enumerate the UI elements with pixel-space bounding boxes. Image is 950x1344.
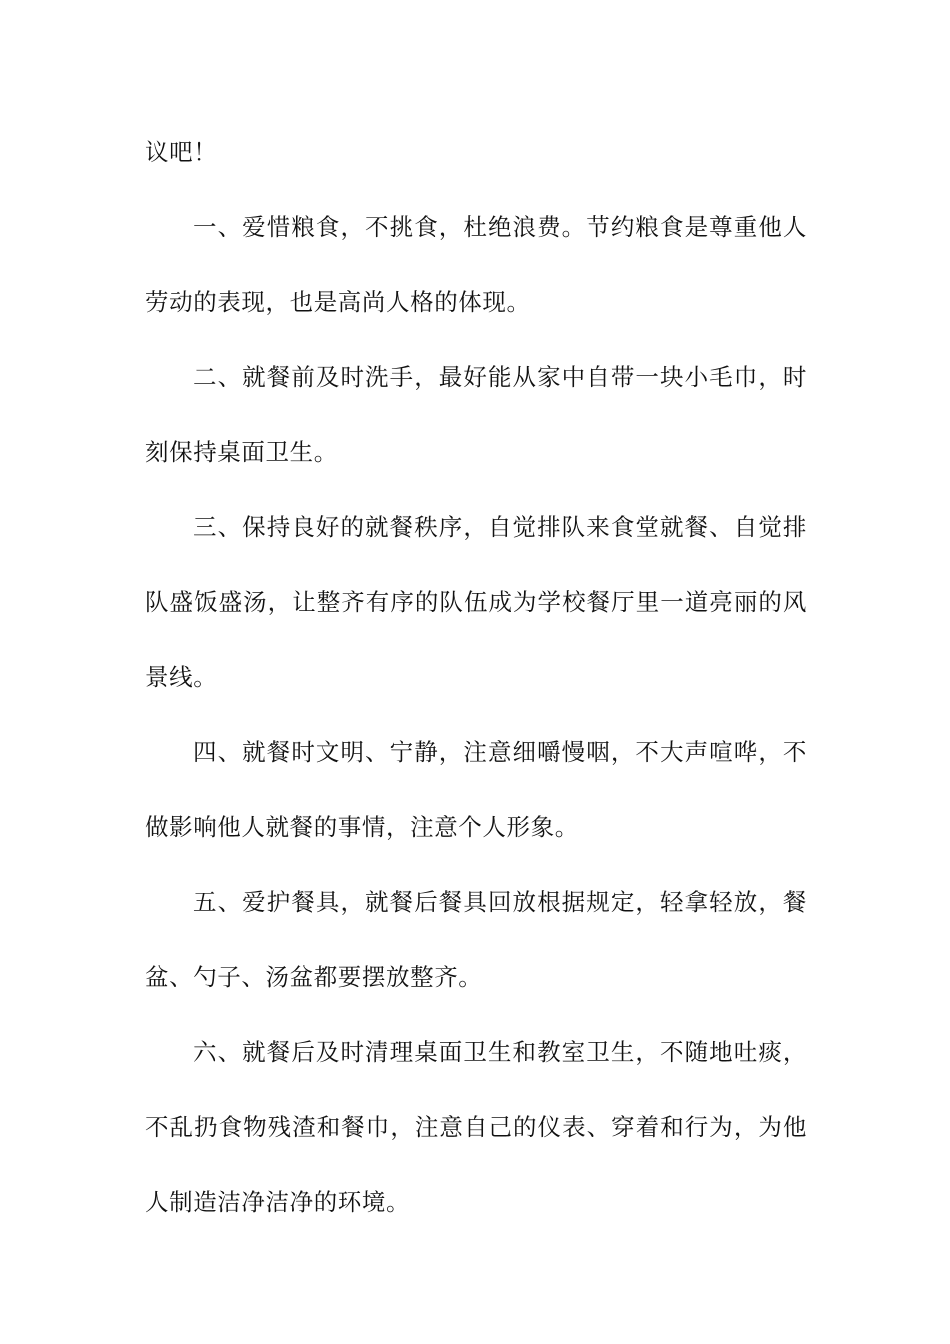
paragraph-continuation: 议吧！: [145, 138, 218, 166]
paragraph-item-6: 六、就餐后及时清理桌面卫生和教室卫生，不随地吐痰，不乱扔食物残渣和餐巾，注意自己的仪表、穿着和行为，为他人制造洁净洁净的环境。: [145, 1038, 807, 1216]
paragraph-item-4: 四、就餐时文明、宁静，注意细嚼慢咽，不大声喧哗，不做影响他人就餐的事情，注意个人形象。: [145, 738, 807, 841]
paragraph-item-1: 一、爱惜粮食，不挑食，杜绝浪费。节约粮食是尊重他人劳动的表现，也是高尚人格的体现。: [145, 213, 807, 316]
paragraph-item-5: 五、爱护餐具，就餐后餐具回放根据规定，轻拿轻放，餐盆、勺子、汤盆都要摆放整齐。: [145, 888, 807, 991]
paragraph-item-3: 三、保持良好的就餐秩序，自觉排队来食堂就餐、自觉排队盛饭盛汤，让整齐有序的队伍成为学校餐厅里一道亮丽的风景线。: [145, 513, 807, 691]
document-body: [145, 115, 807, 1240]
paragraph-item-2: 二、就餐前及时洗手，最好能从家中自带一块小毛巾，时刻保持桌面卫生。: [145, 363, 807, 466]
